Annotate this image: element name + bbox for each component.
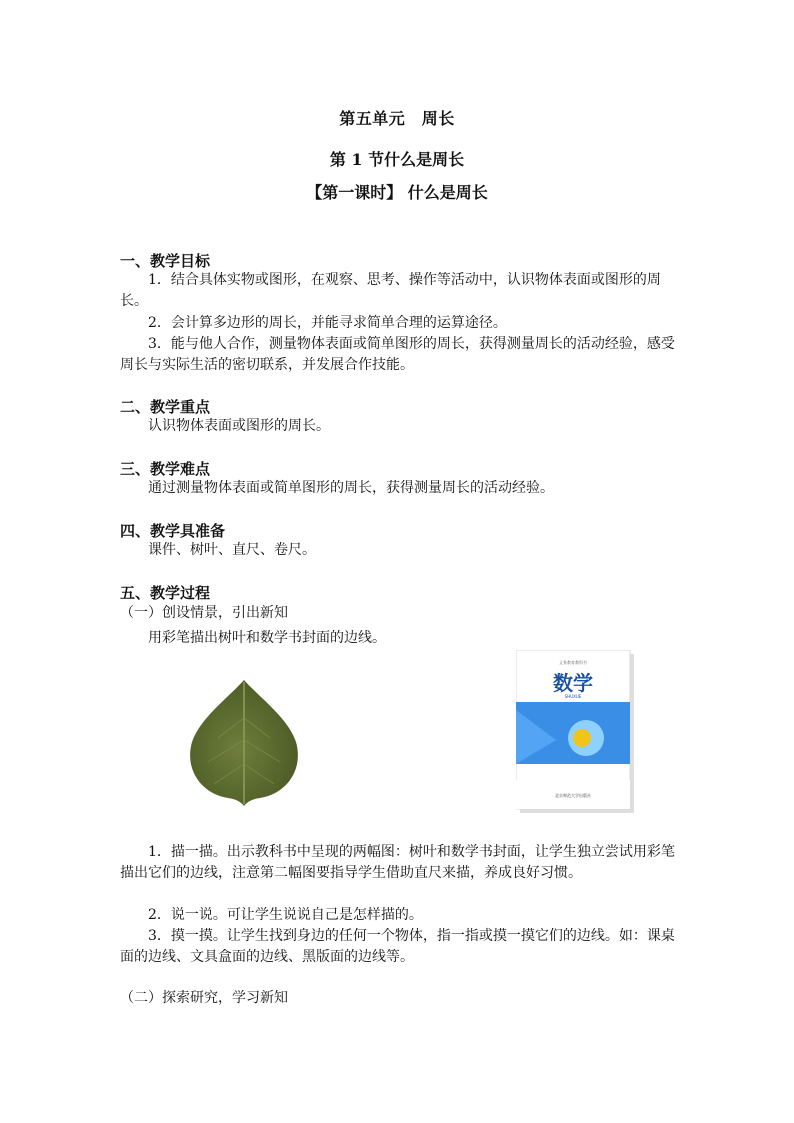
- heading-materials: 四、教学具准备: [120, 522, 226, 540]
- unit-title: 第五单元 周长: [339, 109, 455, 128]
- math-textbook-cover-image: [516, 650, 634, 813]
- lesson-title: 【第一课时】 什么是周长: [306, 183, 488, 202]
- objective-item-2: 2．会计算多边形的周长，并能寻求简单合理的运算途径。: [148, 315, 507, 331]
- objective-item-1: 1．结合具体实物或图形，在观察、思考、操作等活动中，认识物体表面或图形的周长。: [120, 272, 661, 309]
- subheading-1: （一）创设情景，引出新知: [120, 605, 288, 621]
- heading-difficulties: 三、教学难点: [120, 460, 211, 478]
- step-1: 1．描一描。出示教科书中呈现的两幅图：树叶和数学书封面，让学生独立尝试用彩笔描出它们的边线，注意第二幅图要指导学生借助直尺来描，养成良好习惯。: [120, 844, 675, 881]
- book-publisher-text: 北京师范大学出版社: [555, 793, 591, 798]
- materials-text: 课件、树叶、直尺、卷尺。: [148, 542, 316, 558]
- heading-key-points: 二、教学重点: [120, 398, 211, 416]
- intro-text: 用彩笔描出树叶和数学书封面的边线。: [148, 630, 386, 646]
- step-3: 3．摸一摸。让学生找到身边的任何一个物体，指一指或摸一摸它们的边线。如：课桌面的边线、文具盒面的边线、黑版面的边线等。: [120, 928, 675, 965]
- heading-process: 五、教学过程: [120, 584, 211, 602]
- objective-item-3: 3．能与他人合作，测量物体表面或简单图形的周长，获得测量周长的活动经验，感受周长与实际生活的密切联系，并发展合作技能。: [120, 336, 675, 373]
- subheading-2: （二）探索研究，学习新知: [120, 990, 288, 1006]
- heading-objectives: 一、教学目标: [120, 252, 211, 270]
- leaf-image: [188, 678, 300, 808]
- step-2: 2．说一说。可让学生说说自己是怎样描的。: [148, 907, 423, 923]
- book-series-text: 义务教育教科书: [559, 660, 587, 665]
- section-title: 第 1 节什么是周长: [329, 150, 465, 169]
- key-points-text: 认识物体表面或图形的周长。: [148, 418, 330, 434]
- book-title-text: 数学: [553, 671, 593, 695]
- difficulties-text: 通过测量物体表面或简单图形的周长，获得测量周长的活动经验。: [148, 480, 554, 496]
- book-pinyin-text: SHUXUE: [564, 694, 582, 699]
